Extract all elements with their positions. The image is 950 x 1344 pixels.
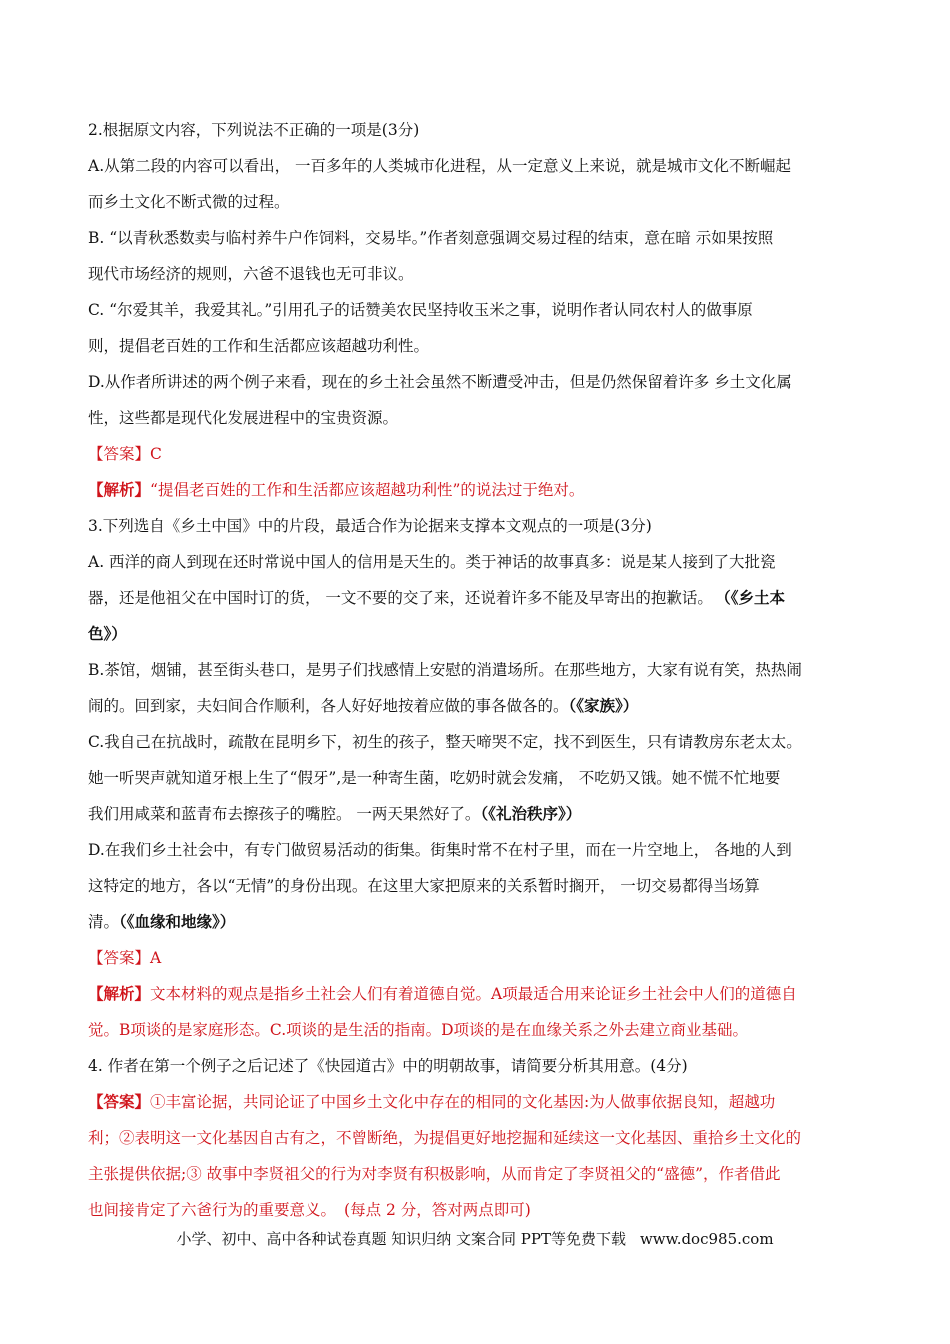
q3-option-d-line1: D.在我们乡土社会中，有专门做贸易活动的街集。街集时常不在村子里，而在一片空地上， 各地的人到 — [88, 841, 792, 859]
answer-tag: 【答案】 — [88, 445, 151, 463]
answer-value: A — [150, 949, 162, 967]
footer-text: 小学、初中、高中各种试卷真题 知识归纳 文案合同 PPT等免费下载 — [176, 1230, 626, 1248]
q4-answer-line4 — [88, 1192, 862, 1228]
q3-option-a-line3: 色》） — [88, 624, 127, 643]
analysis-text: 文本材料的观点是指乡土社会人们有着道德自觉。A项最适合用来论证乡土社会中人们的道德自 — [150, 985, 797, 1003]
q4-answer-line2: 利；②表明这一文化基因自古有之，不曾断绝，为提倡更好地挖掘和延续这一文化基因、重拾乡土文化的 — [88, 1129, 802, 1147]
scoring-note: (每点 2 分，答对两点即可) — [344, 1201, 531, 1219]
q3-option-c-line2: 她一听哭声就知道牙根上生了“假牙”,是一种寄生菌，吃奶时就会发痛， 不吃奶又饿。她不慌不忙地要 — [88, 769, 781, 787]
q3-analysis-line2: 觉。B项谈的是家庭形态。C.项谈的是生活的指南。D项谈的是在血缘关系之外去建立商业基础。 — [88, 1021, 749, 1039]
q2-option-a-line1: A.从第二段的内容可以看出， 一百多年的人类城市化进程，从一定意义上来说，就是城市文化不断崛起 — [88, 157, 792, 175]
option-text: 器，还是他祖父在中国时订的货， 一文不要的交了来，还说着许多不能及早寄出的抱歉话。 — [88, 589, 713, 607]
q2-stem: 2.根据原文内容，下列说法不正确的一项是(3分) — [88, 121, 420, 139]
q3-analysis-line1 — [88, 976, 862, 1012]
q3-option-d-line3 — [88, 904, 862, 940]
option-text: 我们用咸菜和蓝青布去擦孩子的嘴腔。 一两天果然好了。 — [88, 805, 481, 823]
q2-option-c-line1: C. “尔爱其羊，我爱其礼。”引用孔子的话赞美农民坚持收玉米之事，说明作者认同农村人的做事原 — [88, 301, 753, 319]
answer-tag: 【答案】 — [88, 1092, 151, 1111]
q2-option-d-line1: D.从作者所讲述的两个例子来看，现在的乡土社会虽然不断遭受冲击，但是仍然保留着许多 乡土文化属 — [88, 373, 792, 391]
q2-analysis — [88, 472, 862, 508]
q3-option-c-line3 — [88, 796, 862, 832]
analysis-text: “提倡老百姓的工作和生活都应该超越功利性”的说法过于绝对。 — [150, 481, 585, 499]
source-title-end: 色》 — [88, 624, 112, 643]
answer-text: ①丰富论据，共同论证了中国乡土文化中存在的相同的文化基因:为人做事依据良知，超越功 — [150, 1093, 776, 1111]
q3-option-c-line1: C.我自己在抗战时，疏散在昆明乡下，初生的孩子，整天啼哭不定，找不到医生，只有请教房东老太太。 — [88, 733, 802, 751]
q3-option-a-line1: A. 西洋的商人到现在还时常说中国人的信用是天生的。类于神话的故事真多：说是某人接到了大批瓷 — [88, 553, 776, 571]
source-title: （《家族》） — [568, 696, 639, 715]
source-title: （《乡土本 — [722, 588, 785, 607]
q4-stem: 4. 作者在第一个例子之后记述了《快园道古》中的明朝故事，请简要分析其用意。(4分) — [88, 1057, 688, 1075]
analysis-tag: 【解析】 — [88, 984, 151, 1003]
q3-stem: 3.下列选自《乡土中国》中的片段，最适合作为论据来支撑本文观点的一项是(3分) — [88, 517, 652, 535]
q3-option-b-line2 — [88, 688, 862, 724]
q2-option-b-line1: B. “以青秋悉数卖与临村养牛户作饲料，交易毕。”作者刻意强调交易过程的结束，意在暗 示如果按照 — [88, 229, 774, 247]
q4-answer-line1 — [88, 1084, 862, 1120]
option-text: 闹的。回到家，夫妇间合作顺利，各人好好地按着应做的事各做各的。 — [88, 697, 569, 715]
footer-link[interactable]: www.doc985.com — [639, 1230, 774, 1248]
q3-option-d-line2: 这特定的地方，各以“无情”的身份出现。在这里大家把原来的关系暂时搁开， 一切交易都得当场算 — [88, 877, 760, 895]
document-page — [88, 112, 862, 1228]
q2-answer — [88, 436, 862, 472]
page-footer — [0, 1228, 950, 1249]
q2-option-b-line2: 现代市场经济的规则，六爸不退钱也无可非议。 — [88, 265, 414, 283]
q2-option-c-line2: 则，提倡老百姓的工作和生活都应该超越功利性。 — [88, 337, 430, 355]
q3-option-a-line2 — [88, 580, 862, 616]
analysis-tag: 【解析】 — [88, 480, 151, 499]
q2-option-a-line2: 而乡土文化不断式微的过程。 — [88, 193, 290, 211]
answer-tag: 【答案】 — [88, 949, 151, 967]
q2-option-d-line2: 性，这些都是现代化发展进程中的宝贵资源。 — [88, 409, 399, 427]
source-title: （《礼治秩序》） — [480, 804, 582, 823]
q3-option-b-line1: B.茶馆，烟铺，甚至街头巷口，是男子们找感情上安慰的消遣场所。在那些地方，大家有说有笑，热热闹 — [88, 661, 802, 679]
q4-answer-line3: 主张提供依据;③ 故事中李贤祖父的行为对李贤有积极影响，从而肯定了李贤祖父的“盛德”，作者借此 — [88, 1165, 781, 1183]
q3-answer — [88, 940, 862, 976]
source-title: （《血缘和地缘》） — [119, 912, 236, 931]
answer-text: 也间接肯定了六爸行为的重要意义。 — [88, 1201, 337, 1219]
option-text: 清。 — [88, 913, 120, 931]
answer-value: C — [150, 445, 162, 463]
